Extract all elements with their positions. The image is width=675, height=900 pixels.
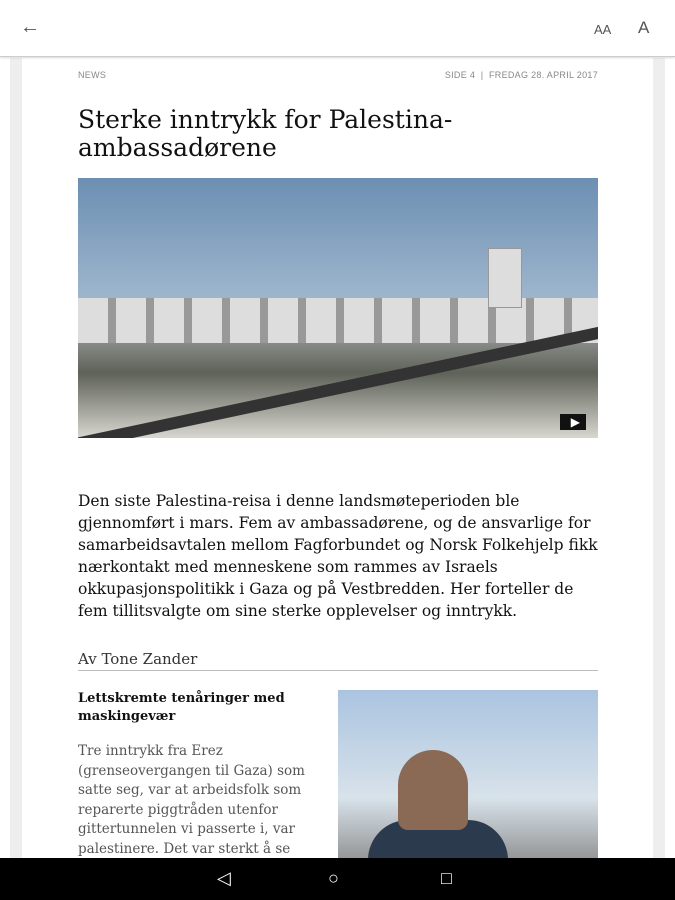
article-body: Tre inntrykk fra Erez (grenseovergangen til Gaza) som satte seg, var at arbeidsfolk som reparerte piggtråden utenfor gittertunnelen vi passerte i, var palestinere. Det var sterkt å se — [78, 743, 305, 857]
nav-back-icon[interactable]: ◁ — [217, 868, 231, 888]
article-page[interactable] — [22, 58, 653, 858]
video-gallery-icon[interactable]: ▶ — [560, 414, 586, 430]
person-photo[interactable] — [338, 690, 598, 858]
section-label: NEWS — [78, 70, 107, 80]
hero-image[interactable] — [78, 178, 598, 438]
top-toolbar — [0, 0, 675, 57]
system-nav-bar — [0, 858, 675, 900]
font-larger-icon[interactable]: A — [638, 18, 650, 37]
byline: Av Tone Zander — [78, 650, 598, 671]
page-edge-right — [653, 58, 665, 858]
nav-home-icon[interactable]: ○ — [328, 868, 339, 888]
watchtower-graphic — [488, 248, 522, 308]
article-lead: Den siste Palestina-reisa i denne landsmøteperioden ble gjennomført i mars. Fem av ambassadørene, og de ansvarlige for samarbeidsavtalen mellom Fagforbundet og Norsk Folkehjelp fikk nærkontakt med menneskene som rammes av Israels okkupasjonspolitikk i Gaza og på Vestbredden. Her forteller de fem tillitsvalgte om sine sterke opplevelser og inntrykk. — [78, 492, 598, 620]
page-date: SIDE 4 | FREDAG 28. APRIL 2017 — [444, 70, 598, 80]
article-title: Sterke inntrykk for Palestina-ambassadørene — [78, 105, 453, 162]
nav-recents-icon[interactable]: □ — [441, 868, 452, 888]
photo-head — [398, 750, 468, 830]
font-smaller-icon[interactable]: AA — [594, 22, 612, 37]
subheading: Lettskremte tenåringer med maskingevær — [78, 691, 285, 724]
page-edge-left — [10, 58, 22, 858]
back-arrow-icon[interactable]: ← — [20, 16, 40, 38]
